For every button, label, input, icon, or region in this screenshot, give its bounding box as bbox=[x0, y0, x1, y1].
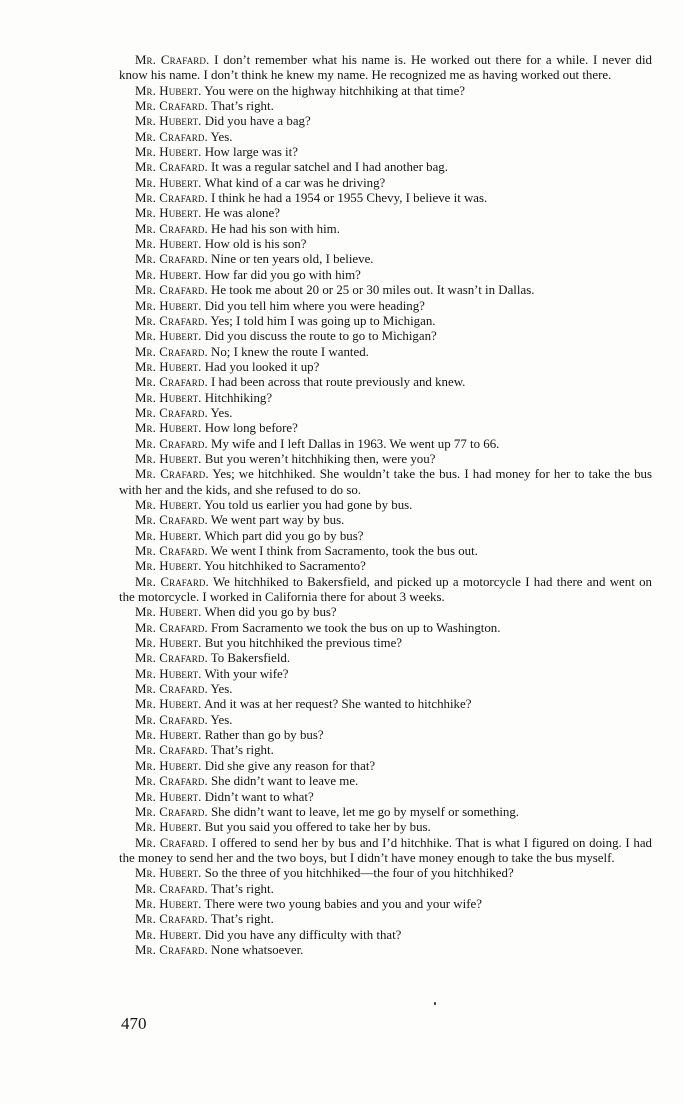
testimony-paragraph bbox=[119, 682, 652, 697]
speech-text: I had been across that route previously and knew. bbox=[211, 375, 466, 390]
testimony-paragraph bbox=[119, 53, 652, 84]
speaker-name: Mr. Crafard. bbox=[135, 467, 209, 482]
speaker-name: Mr. Crafard. bbox=[135, 99, 208, 114]
testimony-paragraph bbox=[119, 928, 652, 943]
speech-text: She didn’t want to leave me. bbox=[211, 774, 359, 789]
speech-text: But you weren’t hitchhiking then, were you? bbox=[204, 451, 436, 466]
speaker-name: Mr. Hubert. bbox=[135, 390, 202, 405]
speaker-name: Mr. Crafard. bbox=[135, 544, 208, 558]
speech-text: No; I knew the route I wanted. bbox=[211, 344, 369, 359]
testimony-text bbox=[119, 53, 652, 958]
speech-text: With your wife? bbox=[204, 666, 289, 681]
speaker-name: Mr. Hubert. bbox=[135, 421, 202, 436]
testimony-paragraph bbox=[119, 437, 652, 452]
testimony-paragraph bbox=[119, 559, 652, 574]
print-speck bbox=[434, 1002, 436, 1005]
speaker-name: Mr. Hubert. bbox=[135, 636, 202, 651]
speaker-name: Mr. Crafard. bbox=[135, 881, 208, 896]
testimony-paragraph bbox=[119, 268, 652, 283]
page-number: 470 bbox=[121, 1014, 147, 1033]
speech-text: Did you tell him where you were heading? bbox=[204, 298, 425, 313]
speech-text: My wife and I left Dallas in 1963. We went up 77 to 66. bbox=[211, 436, 500, 451]
testimony-paragraph bbox=[119, 713, 652, 728]
speaker-name: Mr. Crafard. bbox=[135, 129, 208, 144]
speech-text: We hitchhiked to Bakersfield, and picked up a motorcycle I had there and went on the motorcycle. I worked in California there for about 3 weeks. bbox=[119, 574, 652, 605]
speech-text: Didn’t want to what? bbox=[204, 789, 314, 804]
speaker-name: Mr. Crafard. bbox=[135, 682, 208, 697]
speech-text: Yes; I told him I was going up to Michigan. bbox=[210, 313, 436, 328]
speaker-name: Mr. Crafard. bbox=[135, 942, 208, 957]
speech-text: None whatsoever. bbox=[211, 942, 304, 957]
testimony-paragraph bbox=[119, 605, 652, 620]
testimony-paragraph bbox=[119, 84, 652, 99]
speaker-name: Mr. Hubert. bbox=[135, 359, 202, 374]
speaker-name: Mr. Hubert. bbox=[135, 83, 202, 98]
speaker-name: Mr. Hubert. bbox=[135, 175, 202, 190]
speaker-name: Mr. Crafard. bbox=[135, 774, 208, 789]
speech-text: Yes. bbox=[210, 682, 233, 697]
speech-text: From Sacramento we took the bus on up to Washington. bbox=[211, 620, 501, 635]
testimony-paragraph bbox=[119, 651, 652, 666]
testimony-paragraph bbox=[119, 391, 652, 406]
speaker-name: Mr. Crafard. bbox=[135, 405, 208, 420]
testimony-paragraph bbox=[119, 544, 652, 559]
speaker-name: Mr. Hubert. bbox=[135, 329, 202, 344]
speech-text: That’s right. bbox=[210, 881, 274, 896]
testimony-paragraph bbox=[119, 222, 652, 237]
speech-text: When did you go by bus? bbox=[204, 605, 337, 620]
speech-text: That’s right. bbox=[210, 912, 274, 927]
testimony-paragraph bbox=[119, 636, 652, 651]
speaker-name: Mr. Crafard. bbox=[135, 743, 208, 758]
speech-text: That’s right. bbox=[210, 99, 274, 114]
testimony-paragraph bbox=[119, 759, 652, 774]
speaker-name: Mr. Hubert. bbox=[135, 237, 202, 252]
testimony-paragraph bbox=[119, 329, 652, 344]
testimony-paragraph bbox=[119, 790, 652, 805]
speaker-name: Mr. Hubert. bbox=[135, 528, 202, 543]
speech-text: Did she give any reason for that? bbox=[204, 758, 376, 773]
speech-text: How old is his son? bbox=[204, 237, 307, 252]
speech-text: She didn’t want to leave, let me go by myself or something. bbox=[211, 804, 520, 819]
speaker-name: Mr. Hubert. bbox=[135, 298, 202, 313]
testimony-paragraph bbox=[119, 452, 652, 467]
speaker-name: Mr. Hubert. bbox=[135, 927, 202, 942]
speech-text: He was alone? bbox=[204, 206, 280, 221]
testimony-paragraph bbox=[119, 774, 652, 789]
speaker-name: Mr. Crafard. bbox=[135, 436, 208, 451]
speech-text: I offered to send her by bus and I’d hitchhike. That is what I figured on doing. I had the money to send her and the two boys, but I didn’t have money enough to take the bus myself. bbox=[119, 835, 653, 865]
speaker-name: Mr. Crafard. bbox=[135, 835, 209, 850]
speech-text: We went part way by bus. bbox=[210, 513, 345, 528]
testimony-paragraph bbox=[119, 897, 652, 912]
testimony-paragraph bbox=[119, 621, 652, 636]
testimony-paragraph bbox=[119, 697, 652, 712]
speech-text: Which part did you go by bus? bbox=[204, 528, 364, 543]
speaker-name: Mr. Crafard. bbox=[135, 283, 208, 298]
testimony-paragraph bbox=[119, 498, 652, 513]
testimony-paragraph bbox=[119, 805, 652, 820]
testimony-paragraph bbox=[119, 667, 652, 682]
speaker-name: Mr. Hubert. bbox=[135, 697, 202, 712]
speech-text: He had his son with him. bbox=[211, 221, 340, 236]
speaker-name: Mr. Crafard. bbox=[135, 912, 208, 927]
speech-text: Did you have any difficulty with that? bbox=[204, 927, 402, 942]
speaker-name: Mr. Crafard. bbox=[135, 53, 210, 67]
testimony-paragraph bbox=[119, 529, 652, 544]
speaker-name: Mr. Crafard. bbox=[135, 574, 209, 589]
speaker-name: Mr. Hubert. bbox=[135, 896, 202, 911]
speech-text: Did you have a bag? bbox=[204, 114, 311, 129]
speech-text: Yes. bbox=[210, 129, 233, 144]
testimony-paragraph bbox=[119, 114, 652, 129]
speaker-name: Mr. Crafard. bbox=[135, 344, 208, 359]
speech-text: How long before? bbox=[204, 421, 298, 436]
testimony-paragraph bbox=[119, 467, 652, 498]
testimony-paragraph bbox=[119, 345, 652, 360]
speech-text: It was a regular satchel and I had another bag. bbox=[211, 160, 448, 175]
testimony-paragraph bbox=[119, 252, 652, 267]
speaker-name: Mr. Hubert. bbox=[135, 145, 202, 160]
testimony-paragraph bbox=[119, 176, 652, 191]
testimony-paragraph bbox=[119, 206, 652, 221]
speech-text: I don’t remember what his name is. He worked out there for a while. I never did know his name. I don’t think he knew my name. He recognized me as having worked out there. bbox=[119, 53, 652, 83]
speech-text: To Bakersfield. bbox=[210, 651, 291, 666]
speech-text: And it was at her request? She wanted to hitchhike? bbox=[204, 697, 472, 712]
speech-text: That’s right. bbox=[210, 743, 274, 758]
testimony-paragraph bbox=[119, 882, 652, 897]
speech-text: How large was it? bbox=[204, 145, 298, 160]
testimony-paragraph bbox=[119, 237, 652, 252]
speaker-name: Mr. Hubert. bbox=[135, 114, 202, 129]
speaker-name: Mr. Hubert. bbox=[135, 497, 202, 512]
speech-text: Yes; we hitchhiked. She wouldn’t take the bus. I had money for her to take the bus with her and the kids, and she refused to do so. bbox=[119, 467, 652, 497]
speech-text: What kind of a car was he driving? bbox=[204, 175, 386, 190]
speech-text: But you hitchhiked the previous time? bbox=[204, 636, 403, 651]
speaker-name: Mr. Crafard. bbox=[135, 513, 208, 528]
speaker-name: Mr. Crafard. bbox=[135, 160, 208, 175]
speaker-name: Mr. Hubert. bbox=[135, 559, 202, 574]
testimony-paragraph bbox=[119, 130, 652, 145]
speech-text: You told us earlier you had gone by bus. bbox=[204, 497, 413, 512]
speech-text: Yes. bbox=[210, 712, 233, 727]
speaker-name: Mr. Hubert. bbox=[135, 820, 202, 835]
speaker-name: Mr. Hubert. bbox=[135, 789, 202, 804]
speaker-name: Mr. Hubert. bbox=[135, 451, 202, 466]
speech-text: You were on the highway hitchhiking at that time? bbox=[204, 83, 466, 98]
testimony-paragraph bbox=[119, 145, 652, 160]
speech-text: Had you looked it up? bbox=[204, 359, 320, 374]
testimony-paragraph bbox=[119, 314, 652, 329]
speech-text: You hitchhiked to Sacramento? bbox=[204, 559, 366, 574]
testimony-paragraph bbox=[119, 513, 652, 528]
testimony-paragraph bbox=[119, 299, 652, 314]
speech-text: I think he had a 1954 or 1955 Chevy, I believe it was. bbox=[211, 191, 488, 206]
speech-text: He took me about 20 or 25 or 30 miles out. It wasn’t in Dallas. bbox=[211, 283, 535, 298]
testimony-paragraph bbox=[119, 160, 652, 175]
speaker-name: Mr. Crafard. bbox=[135, 651, 208, 666]
speech-text: Nine or ten years old, I believe. bbox=[211, 252, 374, 267]
testimony-paragraph bbox=[119, 728, 652, 743]
speech-text: Rather than go by bus? bbox=[204, 728, 324, 743]
speech-text: So the three of you hitchhiked—the four of you hitchhiked? bbox=[204, 866, 514, 881]
speech-text: Yes. bbox=[210, 405, 233, 420]
testimony-paragraph bbox=[119, 406, 652, 421]
speaker-name: Mr. Hubert. bbox=[135, 728, 202, 743]
speech-text: But you said you offered to take her by bus. bbox=[204, 820, 431, 835]
testimony-paragraph bbox=[119, 283, 652, 298]
speaker-name: Mr. Hubert. bbox=[135, 758, 202, 773]
speaker-name: Mr. Crafard. bbox=[135, 252, 208, 267]
testimony-paragraph bbox=[119, 99, 652, 114]
testimony-paragraph bbox=[119, 820, 652, 835]
speaker-name: Mr. Hubert. bbox=[135, 605, 202, 620]
testimony-paragraph bbox=[119, 943, 652, 958]
speaker-name: Mr. Crafard. bbox=[135, 804, 208, 819]
testimony-paragraph bbox=[119, 375, 652, 390]
testimony-paragraph bbox=[119, 743, 652, 758]
speaker-name: Mr. Hubert. bbox=[135, 206, 202, 221]
speech-text: Hitchhiking? bbox=[204, 390, 273, 405]
speaker-name: Mr. Crafard. bbox=[135, 221, 208, 236]
speaker-name: Mr. Crafard. bbox=[135, 620, 208, 635]
speaker-name: Mr. Crafard. bbox=[135, 375, 208, 390]
speaker-name: Mr. Crafard. bbox=[135, 191, 208, 206]
testimony-paragraph bbox=[119, 836, 652, 867]
testimony-paragraph bbox=[119, 912, 652, 927]
speaker-name: Mr. Hubert. bbox=[135, 866, 202, 881]
speech-text: Did you discuss the route to go to Michigan? bbox=[204, 329, 437, 344]
speech-text: How far did you go with him? bbox=[204, 267, 361, 282]
testimony-paragraph bbox=[119, 421, 652, 436]
testimony-paragraph bbox=[119, 360, 652, 375]
speech-text: We went I think from Sacramento, took the bus out. bbox=[210, 544, 478, 558]
testimony-paragraph bbox=[119, 866, 652, 881]
speaker-name: Mr. Hubert. bbox=[135, 666, 202, 681]
testimony-paragraph bbox=[119, 191, 652, 206]
speaker-name: Mr. Crafard. bbox=[135, 313, 208, 328]
speaker-name: Mr. Hubert. bbox=[135, 267, 202, 282]
speech-text: There were two young babies and you and your wife? bbox=[204, 896, 482, 911]
testimony-paragraph bbox=[119, 575, 652, 606]
speaker-name: Mr. Crafard. bbox=[135, 712, 208, 727]
